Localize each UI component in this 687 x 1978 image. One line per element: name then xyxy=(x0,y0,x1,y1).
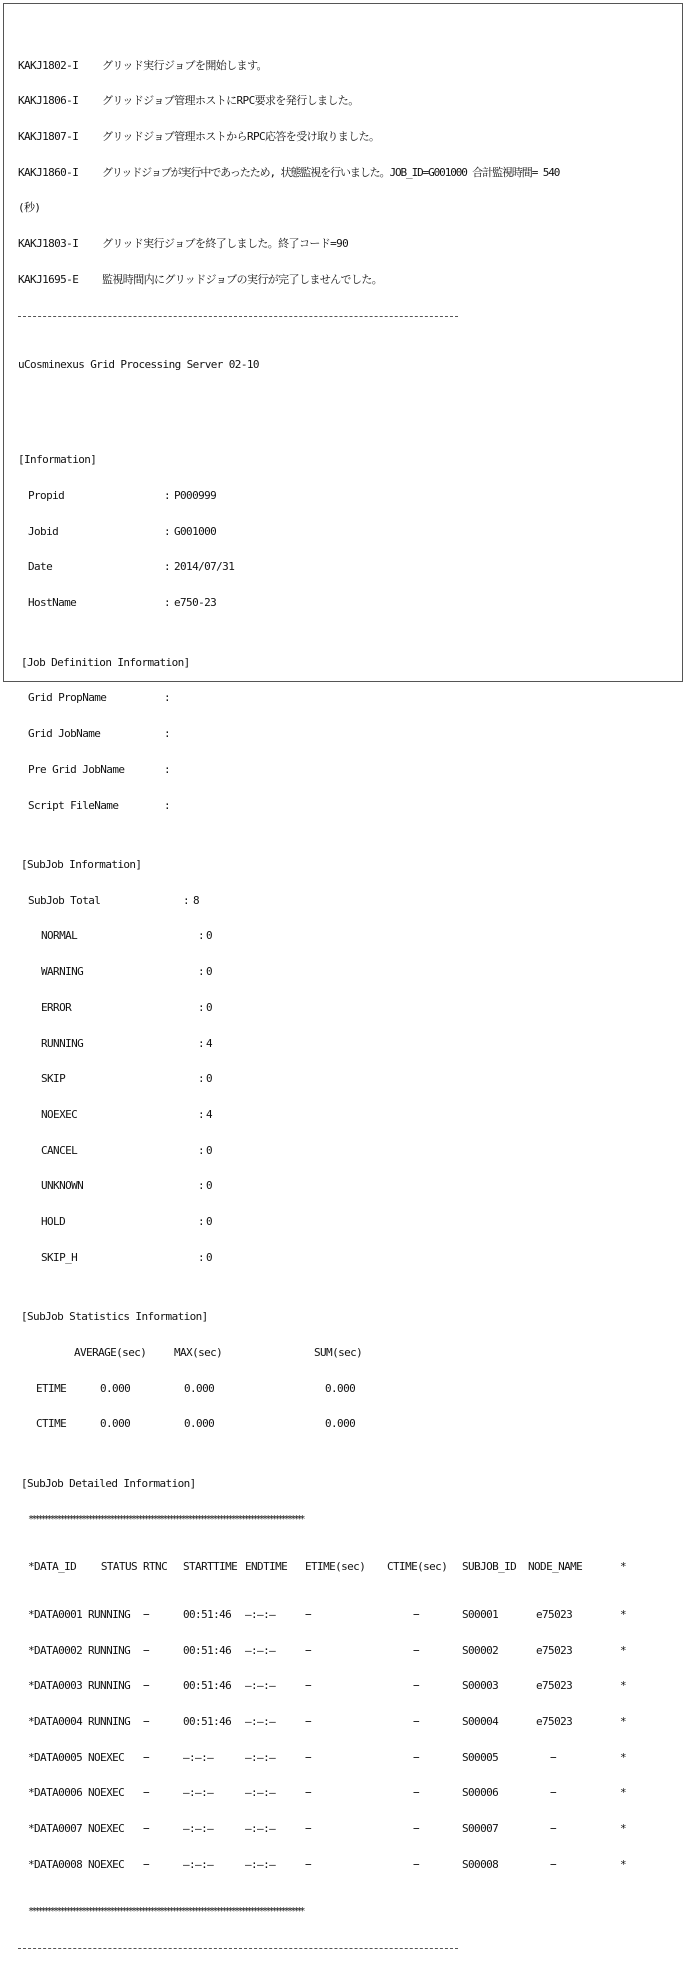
jobdef-field xyxy=(18,728,678,740)
detail-table-row xyxy=(18,1823,678,1835)
cell-endtime: —:—:— xyxy=(245,1822,276,1836)
cell-starttime: —:—:— xyxy=(183,1750,214,1764)
field-value: e750-23 xyxy=(174,596,217,610)
message-text: グリッドジョブ管理ホストにRPC要求を発行しました。 xyxy=(102,94,359,108)
message-text: グリッドジョブ管理ホストからRPC応答を受け取りました。 xyxy=(102,130,380,144)
cell-endtime: —:—:— xyxy=(245,1750,276,1764)
status-label: WARNING xyxy=(41,965,84,979)
detail-border-bottom xyxy=(18,1906,678,1918)
col-node-name: NODE_NAME xyxy=(528,1560,583,1574)
cell-subjob-id: S00003 xyxy=(462,1679,499,1693)
field-colon: : xyxy=(164,762,171,776)
field-colon: : xyxy=(198,1250,205,1264)
stat-max: 0.000 xyxy=(184,1417,215,1431)
cell-data-id: *DATA0006 xyxy=(28,1786,83,1800)
cell-subjob-id: S00001 xyxy=(462,1607,499,1621)
field-label: Date xyxy=(28,560,53,574)
detail-table-row xyxy=(18,1752,678,1764)
cell-starttime: —:—:— xyxy=(183,1786,214,1800)
subjob-status-count xyxy=(18,1252,678,1264)
message-line xyxy=(18,60,678,72)
asterisk-border: **************************************************************************************** xyxy=(28,1513,303,1525)
detail-table-row xyxy=(18,1645,678,1657)
cell-status: RUNNING xyxy=(88,1679,131,1693)
jobdef-field xyxy=(18,764,678,776)
subjob-status-count xyxy=(18,930,678,942)
product-title-text: uCosminexus Grid Processing Server 02-10 xyxy=(18,358,259,372)
field-label: Propid xyxy=(28,489,65,503)
cell-ctime: − xyxy=(413,1857,420,1871)
section-header-subjob-information xyxy=(18,859,678,871)
subjob-status-count xyxy=(18,1073,678,1085)
cell-node-name: − xyxy=(550,1786,557,1800)
field-colon: : xyxy=(198,1215,205,1229)
field-label: HostName xyxy=(28,596,77,610)
cell-status: NOEXEC xyxy=(88,1750,125,1764)
cell-data-id: *DATA0002 xyxy=(28,1643,83,1657)
cell-rtnc: − xyxy=(143,1750,150,1764)
cell-endtime: —:—:— xyxy=(245,1679,276,1693)
cell-status: NOEXEC xyxy=(88,1822,125,1836)
col-starttime: STARTTIME xyxy=(183,1560,238,1574)
message-text: (秒) xyxy=(18,201,41,215)
field-colon: : xyxy=(164,596,171,610)
status-count: 0 xyxy=(206,1250,213,1264)
field-colon: : xyxy=(198,1072,205,1086)
cell-subjob-id: S00005 xyxy=(462,1750,499,1764)
cell-etime: − xyxy=(305,1679,312,1693)
cell-endtime: —:—:— xyxy=(245,1643,276,1657)
subjob-status-count xyxy=(18,1038,678,1050)
status-count: 0 xyxy=(206,929,213,943)
cell-etime: − xyxy=(305,1822,312,1836)
field-colon: : xyxy=(198,1036,205,1050)
cell-status: NOEXEC xyxy=(88,1857,125,1871)
status-count: 0 xyxy=(206,1215,213,1229)
cell-rtnc: − xyxy=(143,1679,150,1693)
cell-subjob-id: S00006 xyxy=(462,1786,499,1800)
info-field xyxy=(18,597,678,609)
field-colon: : xyxy=(198,1179,205,1193)
status-count: 0 xyxy=(206,1143,213,1157)
subjob-status-count xyxy=(18,1216,678,1228)
message-line xyxy=(18,202,678,214)
detail-table-row xyxy=(18,1859,678,1871)
cell-ctime: − xyxy=(413,1643,420,1657)
field-label: Grid PropName xyxy=(28,691,107,705)
cell-end-mark: * xyxy=(620,1786,627,1800)
cell-rtnc: − xyxy=(143,1714,150,1728)
field-colon: : xyxy=(183,893,190,907)
message-id: KAKJ1807-I xyxy=(18,130,79,144)
message-id: KAKJ1806-I xyxy=(18,94,79,108)
console-output-frame xyxy=(3,3,683,1918)
subjob-status-count xyxy=(18,1180,678,1192)
cell-node-name: − xyxy=(550,1750,557,1764)
cell-end-mark: * xyxy=(620,1822,627,1836)
field-colon: : xyxy=(198,965,205,979)
jobdef-field xyxy=(18,800,678,812)
cell-etime: − xyxy=(305,1750,312,1764)
status-label: UNKNOWN xyxy=(41,1179,84,1193)
cell-end-mark: * xyxy=(620,1750,627,1764)
cell-rtnc: − xyxy=(143,1857,150,1871)
field-value: P000999 xyxy=(174,489,217,503)
message-line xyxy=(18,274,678,286)
cell-ctime: − xyxy=(413,1679,420,1693)
col-status: STATUS xyxy=(100,1560,137,1574)
col-data-id: *DATA_ID xyxy=(28,1560,77,1574)
field-colon: : xyxy=(164,691,171,705)
cell-data-id: *DATA0005 xyxy=(28,1750,83,1764)
asterisk-border: **************************************************************************************** xyxy=(28,1906,303,1918)
subjob-status-count xyxy=(18,1109,678,1121)
cell-status: RUNNING xyxy=(88,1643,131,1657)
product-title xyxy=(18,359,678,371)
cell-etime: − xyxy=(305,1857,312,1871)
field-label: Script FileName xyxy=(28,798,119,812)
status-label: RUNNING xyxy=(41,1036,84,1050)
cell-etime: − xyxy=(305,1786,312,1800)
separator-line xyxy=(18,1942,678,1954)
message-line xyxy=(18,238,678,250)
cell-starttime: —:—:— xyxy=(183,1857,214,1871)
cell-starttime: 00:51:46 xyxy=(183,1607,232,1621)
stat-average: 0.000 xyxy=(100,1417,131,1431)
detail-table-row xyxy=(18,1680,678,1692)
field-colon: : xyxy=(198,1107,205,1121)
subjob-status-count xyxy=(18,1145,678,1157)
cell-status: RUNNING xyxy=(88,1714,131,1728)
subjob-status-count xyxy=(18,966,678,978)
cell-subjob-id: S00008 xyxy=(462,1857,499,1871)
cell-node-name: − xyxy=(550,1857,557,1871)
status-label: NORMAL xyxy=(41,929,78,943)
cell-node-name: e75023 xyxy=(536,1679,573,1693)
status-label: SKIP xyxy=(41,1072,66,1086)
section-header-statistics xyxy=(18,1311,678,1323)
message-id: KAKJ1802-I xyxy=(18,58,79,72)
cell-ctime: − xyxy=(413,1786,420,1800)
cell-ctime: − xyxy=(413,1750,420,1764)
stat-row-label: ETIME xyxy=(36,1381,67,1395)
cell-endtime: —:—:— xyxy=(245,1714,276,1728)
cell-subjob-id: S00004 xyxy=(462,1714,499,1728)
detail-table-row xyxy=(18,1787,678,1799)
jobdef-field xyxy=(18,692,678,704)
cell-data-id: *DATA0007 xyxy=(28,1822,83,1836)
cell-etime: − xyxy=(305,1714,312,1728)
cell-starttime: 00:51:46 xyxy=(183,1714,232,1728)
status-count: 4 xyxy=(206,1036,213,1050)
cell-data-id: *DATA0004 xyxy=(28,1714,83,1728)
status-label: ERROR xyxy=(41,1000,72,1014)
col-subjob-id: SUBJOB_ID xyxy=(462,1560,517,1574)
stat-max: 0.000 xyxy=(184,1381,215,1395)
cell-subjob-id: S00002 xyxy=(462,1643,499,1657)
detail-table-header xyxy=(18,1561,678,1573)
detail-border-top xyxy=(18,1514,678,1526)
stat-sum: 0.000 xyxy=(325,1417,356,1431)
field-value: 2014/07/31 xyxy=(174,560,235,574)
cell-node-name: − xyxy=(550,1822,557,1836)
stat-column-header: SUM(sec) xyxy=(314,1345,363,1359)
cell-rtnc: − xyxy=(143,1786,150,1800)
message-text: 監視時間内にグリッドジョブの実行が完了しませんでした。 xyxy=(102,272,383,286)
cell-starttime: —:—:— xyxy=(183,1822,214,1836)
field-value: G001000 xyxy=(174,524,217,538)
cell-node-name: e75023 xyxy=(536,1714,573,1728)
col-endtime: ENDTIME xyxy=(245,1560,288,1574)
field-colon: : xyxy=(164,524,171,538)
field-colon: : xyxy=(198,929,205,943)
cell-etime: − xyxy=(305,1607,312,1621)
section-header-text: [SubJob Detailed Information] xyxy=(21,1476,196,1490)
message-line xyxy=(18,95,678,107)
col-end-mark: * xyxy=(620,1560,627,1574)
field-colon: : xyxy=(164,560,171,574)
cell-data-id: *DATA0008 xyxy=(28,1857,83,1871)
cell-status: NOEXEC xyxy=(88,1786,125,1800)
status-label: HOLD xyxy=(41,1215,66,1229)
cell-rtnc: − xyxy=(143,1822,150,1836)
section-header-job-definition xyxy=(18,657,678,669)
cell-data-id: *DATA0001 xyxy=(28,1607,83,1621)
stat-average: 0.000 xyxy=(100,1381,131,1395)
field-label: Pre Grid JobName xyxy=(28,762,125,776)
stat-column-header: MAX(sec) xyxy=(174,1345,223,1359)
status-label: NOEXEC xyxy=(41,1107,78,1121)
status-label: CANCEL xyxy=(41,1143,78,1157)
message-text: グリッド実行ジョブを開始します。 xyxy=(102,58,267,72)
cell-endtime: —:—:— xyxy=(245,1607,276,1621)
section-header-text: [SubJob Statistics Information] xyxy=(21,1310,208,1324)
cell-end-mark: * xyxy=(620,1607,627,1621)
stat-sum: 0.000 xyxy=(325,1381,356,1395)
message-text: グリッドジョブが実行中であったため, 状態監視を行いました。JOB_ID=G001000 合計監視時間= 540 xyxy=(102,165,560,179)
detail-table-row xyxy=(18,1609,678,1621)
info-field xyxy=(18,490,678,502)
field-label: Jobid xyxy=(28,524,59,538)
separator-line xyxy=(18,310,678,322)
cell-node-name: e75023 xyxy=(536,1607,573,1621)
cell-end-mark: * xyxy=(620,1714,627,1728)
field-colon: : xyxy=(164,798,171,812)
cell-end-mark: * xyxy=(620,1643,627,1657)
status-count: 0 xyxy=(206,1179,213,1193)
cell-endtime: —:—:— xyxy=(245,1786,276,1800)
cell-starttime: 00:51:46 xyxy=(183,1679,232,1693)
cell-ctime: − xyxy=(413,1607,420,1621)
col-rtnc: RTNC xyxy=(143,1560,168,1574)
message-line xyxy=(18,131,678,143)
col-etime: ETIME(sec) xyxy=(305,1560,366,1574)
field-label: SubJob Total xyxy=(28,893,101,907)
detail-table-row xyxy=(18,1716,678,1728)
cell-etime: − xyxy=(305,1643,312,1657)
info-field xyxy=(18,561,678,573)
statistics-header-row xyxy=(18,1347,678,1359)
cell-status: RUNNING xyxy=(88,1607,131,1621)
section-header-text: [Information] xyxy=(18,453,97,467)
console-output xyxy=(18,12,678,1978)
field-colon: : xyxy=(164,489,171,503)
message-line xyxy=(18,167,678,179)
cell-starttime: 00:51:46 xyxy=(183,1643,232,1657)
message-text: グリッド実行ジョブを終了しました。終了コード=90 xyxy=(102,237,349,251)
subjob-status-count xyxy=(18,1002,678,1014)
cell-node-name: e75023 xyxy=(536,1643,573,1657)
message-id: KAKJ1860-I xyxy=(18,165,79,179)
col-ctime: CTIME(sec) xyxy=(387,1560,448,1574)
section-header-text: [SubJob Information] xyxy=(21,858,142,872)
cell-subjob-id: S00007 xyxy=(462,1822,499,1836)
cell-ctime: − xyxy=(413,1822,420,1836)
cell-end-mark: * xyxy=(620,1679,627,1693)
section-header-text: [Job Definition Information] xyxy=(21,655,190,669)
section-header-information xyxy=(18,454,678,466)
message-id: KAKJ1695-E xyxy=(18,272,79,286)
field-colon: : xyxy=(164,727,171,741)
cell-rtnc: − xyxy=(143,1607,150,1621)
status-count: 0 xyxy=(206,965,213,979)
field-colon: : xyxy=(198,1143,205,1157)
message-id: KAKJ1803-I xyxy=(18,237,79,251)
statistics-row xyxy=(18,1383,678,1395)
status-count: 4 xyxy=(206,1107,213,1121)
cell-end-mark: * xyxy=(620,1857,627,1871)
cell-rtnc: − xyxy=(143,1643,150,1657)
cell-data-id: *DATA0003 xyxy=(28,1679,83,1693)
stat-row-label: CTIME xyxy=(36,1417,67,1431)
status-label: SKIP_H xyxy=(41,1250,78,1264)
field-colon: : xyxy=(198,1000,205,1014)
stat-column-header: AVERAGE(sec) xyxy=(74,1345,147,1359)
status-count: 0 xyxy=(206,1072,213,1086)
info-field xyxy=(18,526,678,538)
field-value: 8 xyxy=(193,893,200,907)
field-label: Grid JobName xyxy=(28,727,101,741)
section-header-detailed xyxy=(18,1478,678,1490)
status-count: 0 xyxy=(206,1000,213,1014)
cell-endtime: —:—:— xyxy=(245,1857,276,1871)
cell-ctime: − xyxy=(413,1714,420,1728)
statistics-row xyxy=(18,1418,678,1430)
subjob-total xyxy=(18,895,678,907)
